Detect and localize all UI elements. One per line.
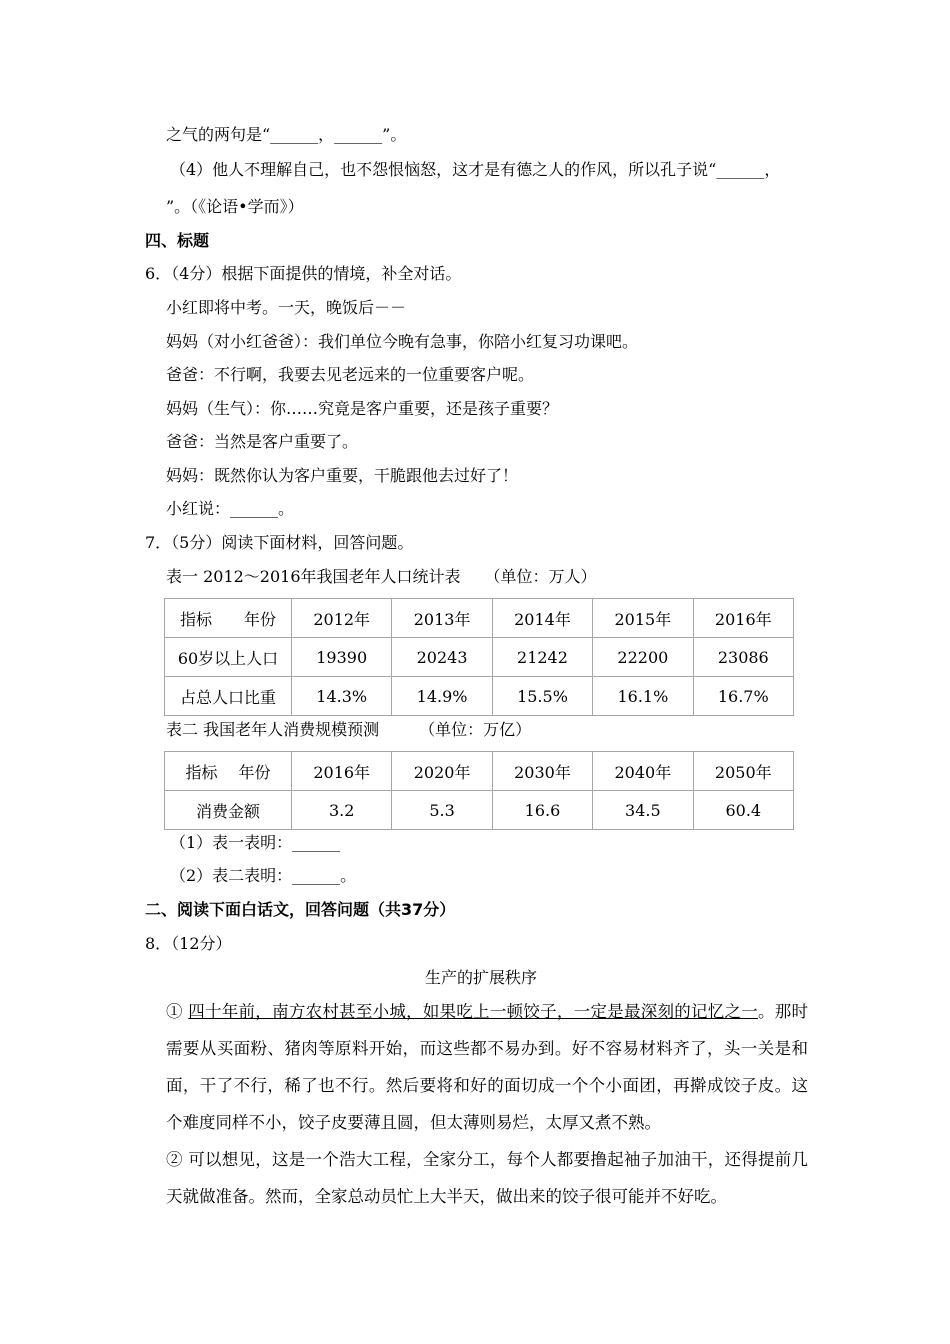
table-header-row [165, 752, 794, 791]
table-cell: 消费金额 [165, 791, 292, 830]
question-line: （4）他人不理解自己，也不怨恨恼怒，这才是有德之人的作风，所以孔子说“______， [170, 160, 781, 179]
table-cell: 占总人口比重 [165, 677, 292, 716]
question-line: ”。（《论语•学而》） [166, 197, 304, 216]
table-cell: 2013年 [392, 599, 492, 638]
answer-line: （2）表二表明：______。 [170, 866, 357, 885]
table-cell: 2016年 [693, 599, 793, 638]
essay-paragraph-1 [166, 993, 808, 1141]
paragraph-text: 。那时需要从买面粉、猪肉等原料开始，而这些都不易办到。好不容易材料齐了，头一关是和面，干了不行，稀了也不行。然后要将和好的面切成一个个小面团，再擀成饺子皮。这个难度同样不小，饺子皮要薄且圆，但太薄则易烂，太厚又煮不熟。 [166, 1002, 809, 1132]
table-cell: 2030年 [492, 752, 592, 791]
table-cell: 2050年 [693, 752, 793, 791]
table-cell: 20243 [392, 638, 492, 677]
question-7-stem: 7．（5分）阅读下面材料，回答问题。 [145, 533, 414, 552]
table-cell: 14.9% [392, 677, 492, 716]
table-elderly-population [164, 598, 794, 716]
essay-paragraph-2: ② 可以想见，这是一个浩大工程，全家分工，每个人都要撸起袖子加油干，还得提前几天就做准备。然而，全家总动员忙上大半天，做出来的饺子很可能并不好吃。 [166, 1150, 808, 1206]
dialogue-line: 妈妈（生气）：你……究竟是客户重要，还是孩子重要？ [166, 399, 559, 418]
table-cell: 2020年 [392, 752, 492, 791]
table-cell: 34.5 [593, 791, 693, 830]
table-cell: 60岁以上人口 [165, 638, 292, 677]
table-cell: 2015年 [593, 599, 693, 638]
essay-title: 生产的扩展秩序 [425, 968, 538, 987]
dialogue-line: 妈妈：既然你认为客户重要，干脆跟他去过好了！ [166, 466, 519, 485]
table-cell: 19390 [292, 638, 392, 677]
question-8-stem: 8．（12分） [145, 934, 232, 953]
table-cell: 23086 [693, 638, 793, 677]
paragraph-number: ① [166, 1002, 183, 1021]
table-cell: 16.6 [492, 791, 592, 830]
table-elderly-consumption [164, 751, 794, 830]
table-cell: 2016年 [292, 752, 392, 791]
dialogue-line: 小红即将中考。一天，晚饭后－－ [166, 298, 407, 317]
section-heading: 二、阅读下面白话文，回答问题（共37分） [145, 900, 456, 919]
dialogue-line: 爸爸：不行啊，我要去见老远来的一位重要客户呢。 [166, 365, 535, 384]
table-row [165, 677, 794, 716]
table-cell: 15.5% [492, 677, 592, 716]
table1-caption: 表一 2012～2016年我国老年人口统计表 （单位：万人） [166, 567, 597, 586]
answer-line: （1）表一表明：______ [170, 833, 341, 852]
table-header-row [165, 599, 794, 638]
table-cell: 16.1% [593, 677, 693, 716]
table-row [165, 638, 794, 677]
table2-caption: 表二 我国老年人消费规模预测 （单位：万亿） [166, 720, 532, 739]
section-heading: 四、标题 [145, 231, 210, 250]
dialogue-line: 妈妈（对小红爸爸）：我们单位今晚有急事，你陪小红复习功课吧。 [166, 332, 639, 351]
table-cell: 3.2 [292, 791, 392, 830]
table-row [165, 791, 794, 830]
table-cell: 指标 年份 [165, 752, 292, 791]
dialogue-answer-line: 小红说：______。 [166, 499, 295, 518]
table-cell: 16.7% [693, 677, 793, 716]
table-cell: 2014年 [492, 599, 592, 638]
question-line: 之气的两句是“______，______”。 [166, 125, 407, 144]
underlined-sentence: 四十年前，南方农村甚至小城，如果吃上一顿饺子，一定是最深刻的记忆之一 [188, 1002, 759, 1021]
table-cell: 21242 [492, 638, 592, 677]
table-cell: 2040年 [593, 752, 693, 791]
table-cell: 60.4 [693, 791, 793, 830]
table-cell: 14.3% [292, 677, 392, 716]
table-cell: 22200 [593, 638, 693, 677]
table-cell: 2012年 [292, 599, 392, 638]
table-cell: 5.3 [392, 791, 492, 830]
question-6-stem: 6．（4分）根据下面提供的情境，补全对话。 [145, 264, 462, 283]
table-cell: 指标 年份 [165, 599, 292, 638]
dialogue-line: 爸爸：当然是客户重要了。 [166, 432, 359, 451]
